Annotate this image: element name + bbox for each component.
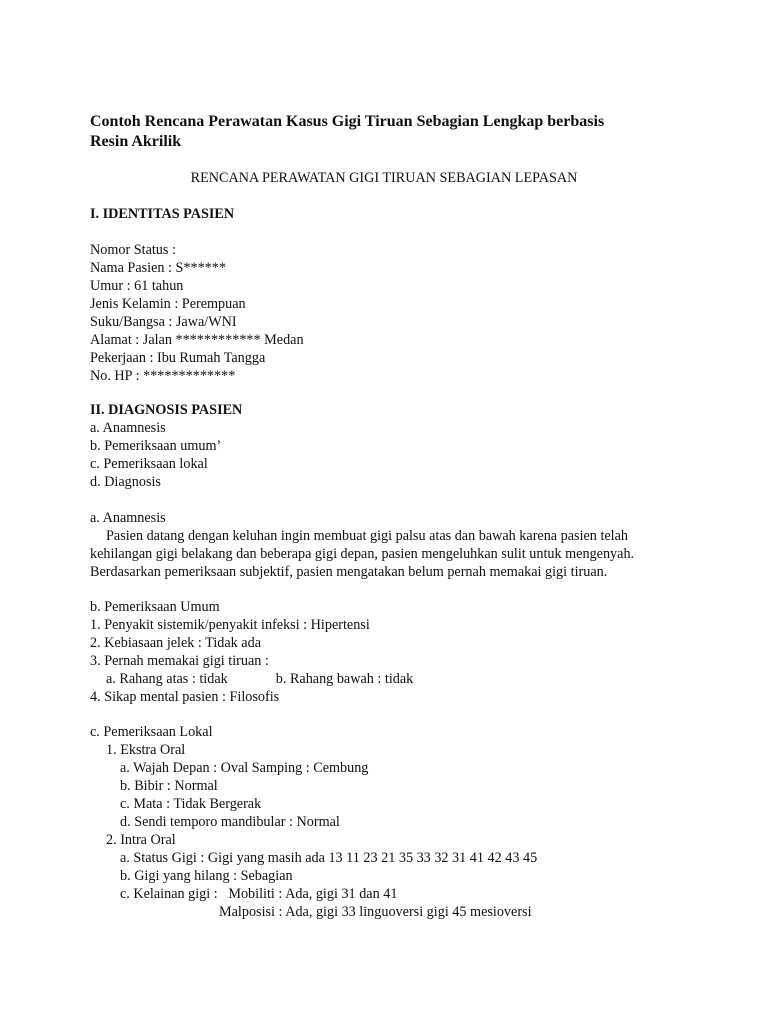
list-item: 2. Intra Oral <box>106 832 176 848</box>
list-item: d. Sendi temporo mandibular : Normal <box>120 814 340 830</box>
document-title-line-1: Contoh Rencana Perawatan Kasus Gigi Tiruan Sebagian Lengkap berbasis <box>90 113 605 130</box>
section-diagnosis-heading: II. DIAGNOSIS PASIEN <box>90 402 243 418</box>
list-item: Malposisi : Ada, gigi 33 linguoversi gigi 45 mesioversi <box>219 904 532 920</box>
list-item: c. Mata : Tidak Bergerak <box>120 796 262 812</box>
section-identitas-heading: I. IDENTITAS PASIEN <box>90 206 235 222</box>
document-heading: RENCANA PERAWATAN GIGI TIRUAN SEBAGIAN LEPASAN <box>190 170 578 186</box>
list-item: c. Pemeriksaan lokal <box>90 456 208 472</box>
field-umur: Umur : 61 tahun <box>90 278 184 294</box>
list-item: 4. Sikap mental pasien : Filosofis <box>90 689 280 705</box>
list-item: 1. Ekstra Oral <box>106 742 186 758</box>
list-item: 2. Kebiasaan jelek : Tidak ada <box>90 635 261 651</box>
list-item: a. Status Gigi : Gigi yang masih ada 13 11 23 21 35 33 32 31 41 42 43 45 <box>120 850 538 866</box>
field-jenis-kelamin: Jenis Kelamin : Perempuan <box>90 296 246 312</box>
list-item: b. Gigi yang hilang : Sebagian <box>120 868 293 884</box>
field-nomor-status: Nomor Status : <box>90 242 176 258</box>
anamnesis-paragraph-line-1: Pasien datang dengan keluhan ingin membuat gigi palsu atas dan bawah karena pasien telah <box>106 528 629 544</box>
list-item: 3. Pernah memakai gigi tiruan : <box>90 653 269 669</box>
list-item: d. Diagnosis <box>90 474 161 490</box>
list-item: b. Bibir : Normal <box>120 778 218 794</box>
rahang-bawah: b. Rahang bawah : tidak <box>275 671 414 687</box>
subsection-pemeriksaan-umum-heading: b. Pemeriksaan Umum <box>90 599 220 615</box>
anamnesis-paragraph-line-3: Berdasarkan pemeriksaan subjektif, pasien mengatakan belum pernah memakai gigi tiruan. <box>90 564 608 580</box>
field-pekerjaan: Pekerjaan : Ibu Rumah Tangga <box>90 350 266 366</box>
field-alamat: Alamat : Jalan ************ Medan <box>90 332 304 348</box>
list-item: a. Wajah Depan : Oval Samping : Cembung <box>120 760 369 776</box>
field-nama-pasien: Nama Pasien : S****** <box>90 260 226 276</box>
list-item: b. Pemeriksaan umum’ <box>90 438 222 454</box>
field-no-hp: No. HP : ************* <box>90 368 236 384</box>
anamnesis-paragraph-line-2: kehilangan gigi belakang dan beberapa gigi depan, pasien mengeluhkan sulit untuk mengenyah. <box>90 546 635 562</box>
list-item <box>106 671 413 689</box>
list-item: c. Kelainan gigi : Mobiliti : Ada, gigi 31 dan 41 <box>120 886 398 902</box>
document-title-line-2: Resin Akrilik <box>90 133 182 150</box>
field-suku-bangsa: Suku/Bangsa : Jawa/WNI <box>90 314 237 330</box>
list-item: a. Anamnesis <box>90 420 166 436</box>
rahang-atas: a. Rahang atas : tidak <box>106 671 228 687</box>
subsection-anamnesis-heading: a. Anamnesis <box>90 510 166 526</box>
list-item: 1. Penyakit sistemik/penyakit infeksi : Hipertensi <box>90 617 370 633</box>
subsection-pemeriksaan-lokal-heading: c. Pemeriksaan Lokal <box>90 724 213 740</box>
